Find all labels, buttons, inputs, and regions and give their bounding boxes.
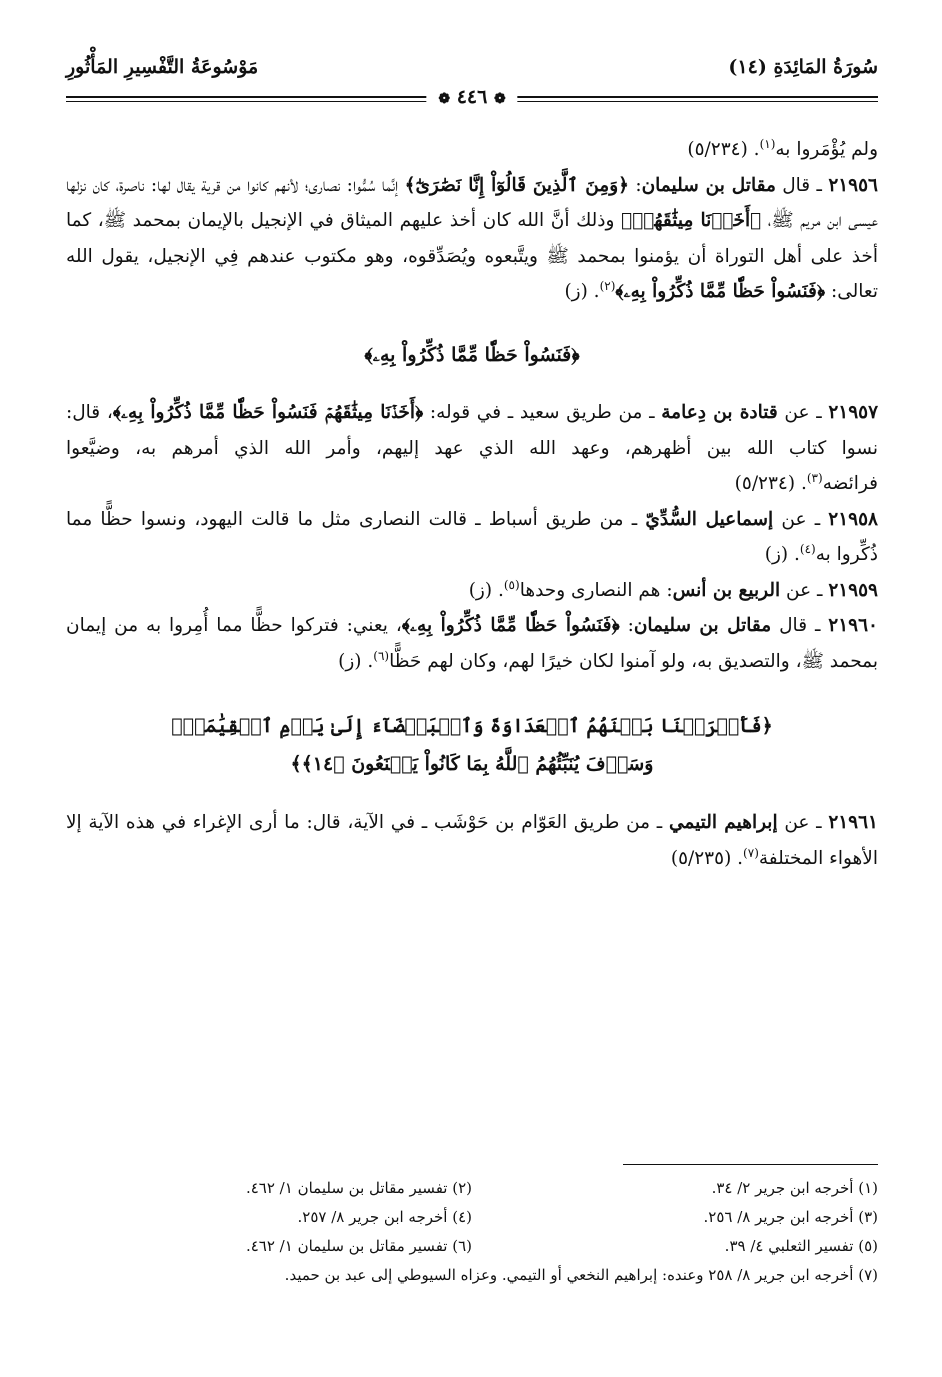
entry-21956 <box>66 168 878 310</box>
narrator-name: إسماعيل السُّدِّيّ <box>645 508 774 530</box>
entry-text: ، يعني: فتركوا حظًّا مما أُمِروا به من إيمان بمحمد ﷺ، والتصديق به، ولو آمنوا لكان خيرًا لهم، وكان لهم حَظًّا <box>66 615 878 672</box>
entry-number: ٢١٩٥٩ <box>828 579 878 601</box>
entry-text: ـ من طريق أسباط ـ قالت النصارى مثل ما قالت اليهود، ونسوا حظًّا مما ذُكِّروا به <box>66 508 878 565</box>
entry-sep: ـ عن <box>777 812 829 833</box>
entry-text: ، قال: نسوا كتاب الله بين أظهرهم، وعهد الله الذي عهد إليهم، وأمر الله الذي أمرهم به، وضيَّعوا فرائضه <box>66 402 878 494</box>
entry-text: ـ من طريق العَوّام بن حَوْشَب ـ في الآية، قال: ما أرى الإغراء في هذه الآية إلا الأهواء المختلفة <box>66 812 878 869</box>
footnote-marker: (٣) <box>806 470 823 485</box>
entry-number: ٢١٩٦٠ <box>828 615 878 636</box>
footnote-2: (٢) تفسير مقاتل بن سليمان ١/ ٤٦٢. <box>245 1179 472 1197</box>
source-ref: . (ز) <box>764 544 800 565</box>
footnote-marker: (٢) <box>599 278 616 293</box>
footnote-marker: (٥) <box>503 577 520 592</box>
narrator-name: مقاتل بن سليمان <box>633 615 772 636</box>
source-ref: . (٥/٢٣٥) <box>670 847 744 869</box>
entry-number: ٢١٩٥٧ <box>828 402 879 423</box>
footnote-1: (١) أخرجه ابن جرير ٢/ ٣٤. <box>711 1179 878 1197</box>
verse-line-1: ﴿فَأَغۡرَيۡنَا بَيۡنَهُمُ ٱلۡعَدَاوَةَ وَٱلۡبَغۡضَآءَ إِلَىٰ يَوۡمِ ٱلۡقِيَٰمَةِۚ <box>171 715 773 737</box>
surah-title: سُورَةُ المَائِدَةِ (١٤) <box>728 56 878 78</box>
entry-sep: ـ قال <box>775 174 829 196</box>
entry-number: ٢١٩٥٦ <box>828 174 878 196</box>
entry-21960 <box>66 608 878 679</box>
footnote-5: (٥) تفسير الثعلبي ٤/ ٣٩. <box>724 1237 878 1255</box>
verse-line-2: وَسَوۡفَ يُنَبِّئُهُمُ ٱللَّهُ بِمَا كَانُواْ يَصۡنَعُونَ ﴿١٤﴾﴾ <box>290 753 654 775</box>
entry-text: ـ من طريق سعيد ـ في قوله: <box>423 402 662 423</box>
entry-21957 <box>66 395 878 502</box>
entry-number: ٢١٩٦١ <box>828 812 878 833</box>
narrator-name: إبراهيم التيمي <box>668 812 778 833</box>
quran-quote: ﴿وَمِنَ ٱلَّذِينَ قَالُوٓاْ إِنَّا نَصَٰرَىٰٓ﴾ <box>404 174 629 196</box>
entry-text: : هم النصارى وحدها <box>519 579 673 601</box>
footnote-4: (٤) أخرجه ابن جرير ٨/ ٢٥٧. <box>297 1208 472 1226</box>
footnote-7: (٧) أخرجه ابن جرير ٨/ ٢٥٨ وعنده: إبراهيم النخعي أو التيمي. وعزاه السيوطي إلى عبد بن حميد. <box>284 1266 878 1284</box>
entry-number: ٢١٩٥٨ <box>828 508 878 530</box>
page-number <box>426 86 517 108</box>
entry-colon: : <box>619 615 634 636</box>
ornament-icon: ❁ <box>493 91 506 107</box>
continuation-line <box>66 132 878 168</box>
entry-sep: ـ عن <box>780 579 829 601</box>
page-number-text: ٤٤٦ <box>456 86 488 108</box>
narrator-name: الربيع بن أنس <box>672 579 781 601</box>
entry-sep: ـ عن <box>773 508 829 530</box>
footnote-6: (٦) تفسير مقاتل بن سليمان ١/ ٤٦٢. <box>245 1237 472 1255</box>
entry-text: إنَّما سُمُّوا: نصارى؛ لأنهم كانوا من قرية يقال لها: ناصرة، كان نزلها عيسى ابن مريم ﷺ، <box>66 174 879 231</box>
spacer <box>66 783 878 805</box>
entry-sep: ـ عن <box>777 402 829 423</box>
footnote-3: (٣) أخرجه ابن جرير ٨/ ٢٥٦. <box>703 1208 878 1226</box>
quran-quote: ﴿فَنَسُواْ حَظّٗا مِّمَّا ذُكِّرُواْ بِهِۦ﴾ <box>401 615 620 636</box>
quran-quote: ﴿أَخَذۡنَا مِيثَٰقَهُمۡ فَنَسُواْ حَظّٗا مِّمَّا ذُكِّرُواْ بِهِۦ﴾ <box>112 402 424 423</box>
footnote-marker: (٦) <box>373 648 390 663</box>
source-ref: . (ز) <box>564 281 600 302</box>
continuation-text: ولم يُؤْمَروا به <box>775 139 878 160</box>
source-ref: . (٥/٢٣٤) <box>687 139 760 160</box>
spacer <box>66 373 878 395</box>
source-ref: . (ز) <box>338 650 374 672</box>
source-ref: . (٥/٢٣٤) <box>734 473 807 494</box>
entry-21961 <box>66 805 878 876</box>
footnote-row <box>66 1174 878 1203</box>
ornament-icon: ❁ <box>438 91 451 107</box>
spacer <box>66 310 878 338</box>
verse-heading: ﴿فَنَسُواْ حَظّٗا مِّمَّا ذُكِّرُواْ بِهِۦ﴾ <box>364 343 580 366</box>
narrator-name: مقاتل بن سليمان <box>641 174 776 196</box>
quran-quote: ﴿أَخَذۡنَا مِيثَٰقَهُمۡ﴾ <box>621 210 762 231</box>
footnote-marker: (٤) <box>799 541 816 556</box>
source-ref: . (ز) <box>468 579 504 601</box>
entry-colon: : <box>628 174 642 196</box>
footnote-marker: (١) <box>759 136 776 151</box>
narrator-name: قتادة بن دِعامة <box>661 402 778 423</box>
entry-sep: ـ قال <box>771 615 829 636</box>
spacer <box>66 679 878 707</box>
footnotes-separator <box>623 1164 878 1165</box>
running-header <box>66 54 878 108</box>
footnote-row <box>66 1203 878 1232</box>
book-page <box>66 40 878 1340</box>
quran-quote: ﴿فَنَسُواْ حَظّٗا مِّمَّا ذُكِّرُواْ بِهِۦ﴾ <box>615 281 826 302</box>
page-content <box>66 132 878 876</box>
entry-21958 <box>66 502 878 573</box>
footnote-marker: (٧) <box>743 845 759 860</box>
entry-text: وذلك أنَّ الله كان أخذ عليهم الميثاق في الإنجيل بالإيمان بمحمد ﷺ، كما أخذ على أهل التوراة أن يؤمنوا بمحمد ﷺ ويتَّبعوه ويُصَدِّقوه، وهو مكتوب عندهم فِي الإنجيل، يقول الله تعالى: <box>66 210 878 302</box>
footnotes <box>66 1174 878 1290</box>
entry-21959 <box>66 573 878 609</box>
book-title: مَوْسُوعَةُ التَّفْسِيرِ المَأْثُورِ <box>66 56 259 78</box>
footnote-row <box>66 1232 878 1261</box>
